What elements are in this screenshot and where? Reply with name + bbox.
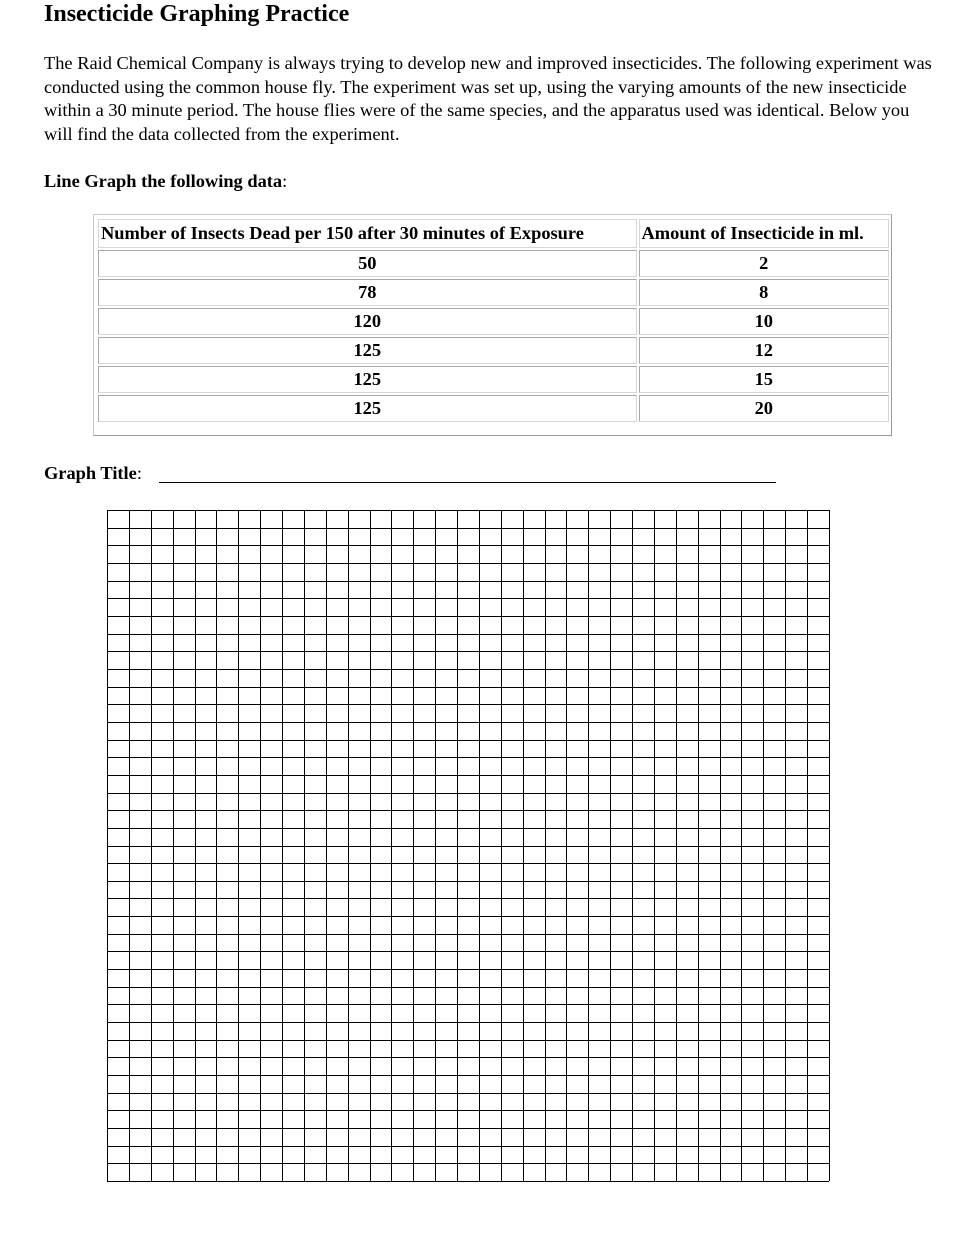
page-title: Insecticide Graphing Practice bbox=[44, 1, 350, 27]
data-table bbox=[96, 217, 891, 424]
intro-paragraph: The Raid Chemical Company is always trying to develop new and improved insecticides. The following experiment was conducted using the common house fly. The experiment was set up, using the varying amounts of the new insecticide within a 30 minute period. The house flies were of the same species, and the apparatus used was identical. Below you will find the data collected from the experiment. bbox=[44, 53, 932, 144]
cell-insecticide-amount: 20 bbox=[639, 395, 889, 422]
graph-instruction bbox=[44, 169, 287, 193]
graph-title-blank-line[interactable] bbox=[159, 482, 776, 483]
table-row bbox=[98, 250, 889, 277]
table-row bbox=[98, 308, 889, 335]
cell-insecticide-amount: 8 bbox=[639, 279, 889, 306]
graph-instruction-bold: Line Graph the following data bbox=[44, 171, 283, 191]
cell-insects-dead: 78 bbox=[98, 279, 637, 306]
graph-title-colon: : bbox=[136, 463, 142, 483]
graph-instruction-colon: : bbox=[282, 171, 288, 191]
cell-insects-dead: 125 bbox=[98, 395, 637, 422]
graph-title-label bbox=[44, 461, 142, 485]
data-table-frame bbox=[93, 214, 892, 436]
table-header-row bbox=[98, 219, 889, 248]
table-row bbox=[98, 395, 889, 422]
cell-insecticide-amount: 12 bbox=[639, 337, 889, 364]
cell-insects-dead: 125 bbox=[98, 366, 637, 393]
cell-insects-dead: 125 bbox=[98, 337, 637, 364]
table-row bbox=[98, 337, 889, 364]
cell-insects-dead: 50 bbox=[98, 250, 637, 277]
cell-insects-dead: 120 bbox=[98, 308, 637, 335]
cell-insecticide-amount: 10 bbox=[639, 308, 889, 335]
table-row bbox=[98, 366, 889, 393]
header-insecticide-amount: Amount of Insecticide in ml. bbox=[639, 219, 889, 248]
header-insects-dead: Number of Insects Dead per 150 after 30 minutes of Exposure bbox=[98, 219, 637, 248]
graph-paper-grid[interactable] bbox=[105, 508, 833, 1185]
cell-insecticide-amount: 2 bbox=[639, 250, 889, 277]
cell-insecticide-amount: 15 bbox=[639, 366, 889, 393]
table-row bbox=[98, 279, 889, 306]
graph-title-label-text: Graph Title bbox=[44, 463, 137, 483]
